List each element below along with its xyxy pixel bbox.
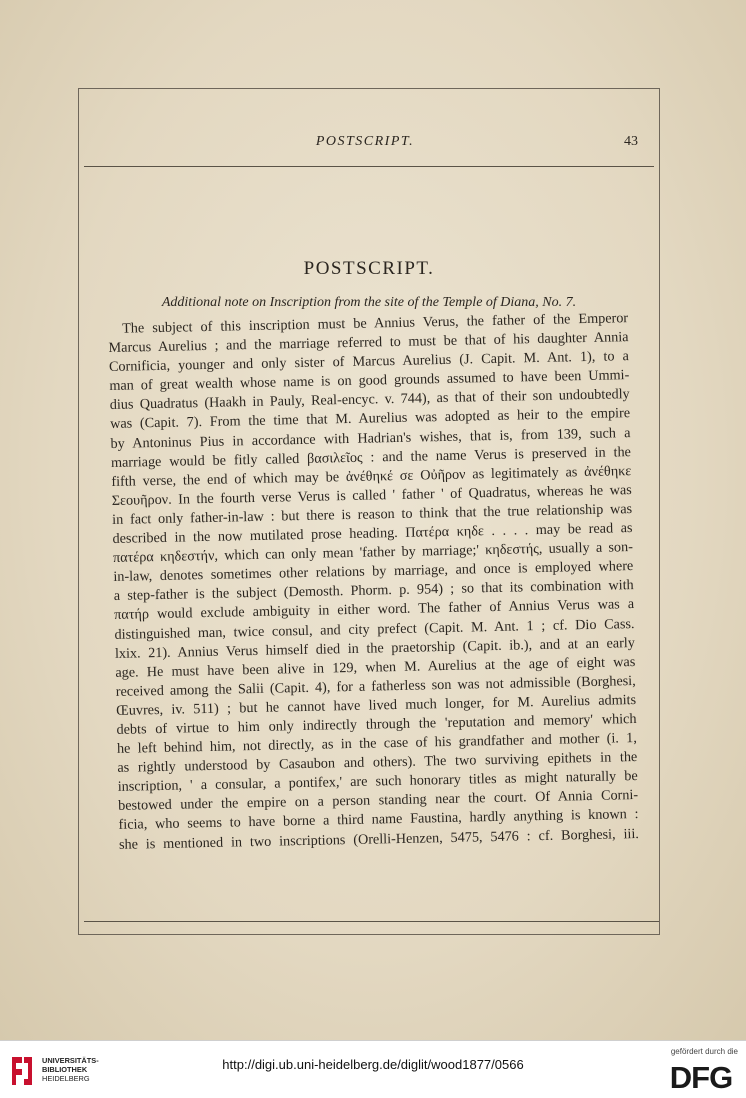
- section-heading: POSTSCRIPT.: [303, 258, 435, 279]
- funder-logo[interactable]: [658, 1047, 738, 1093]
- text-line: she is mentioned in two inscriptions (Orelli-Henzen, 5475, 5476 : cf. Borghesi, iii.: [118, 825, 640, 853]
- text-line: in fact only father-in-law : but there is reason to think that the true relationship was: [112, 501, 633, 528]
- text-line: πατέρα κηδεστήν, which can only mean 'father by marriage;' κηδεστής, usually a son-: [112, 539, 634, 567]
- running-head: [84, 134, 646, 154]
- text-line: ficia, who seems to have borne a third name Faustina, hardly anything is known :: [118, 806, 639, 834]
- text-line: age. He must have been alive in 129, when M. Aurelius at the age of eight was: [115, 653, 636, 681]
- body-paragraph: [108, 309, 639, 854]
- text-line: inscription, ' a consular, a pontifex,' are such honorary titles as might naturally be: [117, 768, 638, 796]
- text-line: debts of virtue to him only indirectly through the 'reputation and memory' which: [116, 710, 637, 738]
- text-line: by Antoninus Pius in accordance with Hadrian's wishes, that is, from 139, such a: [110, 424, 631, 452]
- text-line: dius Quadratus (Haakh in Pauly, Real-encyc. v. 744), as that of their son undoubtedly: [109, 386, 630, 414]
- library-name-line3: HEIDELBERG: [42, 1074, 90, 1083]
- section-subheading: Additional note on Inscription from the site of the Temple of Diana, No. 7.: [161, 295, 577, 310]
- text-line: received among the Salii (Capit. 4), for a fatherless son was not admissible (Borghesi,: [115, 672, 636, 700]
- text-line: marriage would be fitly called βασιλεῖος : and the name Verus is preserved in the: [110, 443, 632, 471]
- text-line: described in the now mutilated prose heading. Πατέρα κηδε . . . . may be read as: [112, 520, 633, 547]
- library-name-line1: UNIVERSITÄTS-: [42, 1056, 99, 1065]
- text-line: Œuvres, iv. 511) ; but he cannot have lived much longer, for M. Aurelius admits: [116, 691, 637, 719]
- text-line: man of great wealth whose name is on good grounds assumed to have been Ummi-: [109, 367, 630, 395]
- dfg-logo-text: DFG: [669, 1060, 733, 1092]
- permalink-url[interactable]: http://digi.ub.uni-heidelberg.de/diglit/wood1877/0566: [222, 1057, 524, 1072]
- text-line: lxix. 21). Annius Verus himself died in the praetorship (Capit. ib.), and at an early: [114, 634, 636, 662]
- running-title: POSTSCRIPT.: [315, 134, 415, 149]
- text-line: Cornificia, younger and only sister of Marcus Aurelius (J. Capit. M. Ant. 1), to a: [108, 348, 630, 376]
- text-line: a step-father is the subject (Demosth. Phorm. p. 954) ; so that its combination with: [113, 577, 634, 605]
- text-line: in-law, denotes sometimes other relations by marriage, and once is employed where: [113, 558, 634, 586]
- page-number: 43: [624, 134, 638, 149]
- library-name-line2: BIBLIOTHEK: [42, 1065, 88, 1074]
- text-line: as rightly understood by Casaubon and others). The two surviving epithets in the: [117, 749, 638, 777]
- footer-rule: [84, 921, 659, 922]
- text-line: he left behind him, not directly, as in the case of his grandfather and mother (i. 1,: [116, 730, 638, 757]
- dfg-logo-icon: [664, 1060, 738, 1092]
- text-line: fifth verse, the end of which may be ἀνέθηκέ σε Οὐῆρον as legitimately as ἀνέθηκε: [111, 462, 632, 490]
- text-line: was (Capit. 7). From the time that M. Aurelius was adopted as heir to the empire: [110, 405, 631, 433]
- text-line: Σεουῆρον. In the fourth verse Verus is called ' father ' of Quadratus, whereas he was: [111, 481, 632, 509]
- text-line: The subject of this inscription must be Annius Verus, the father of the Emperor: [122, 310, 629, 337]
- text-line: distinguished man, twice consul, and city prefect (Capit. M. Ant. 1 ; cf. Dio Cass.: [114, 615, 635, 643]
- funder-label: gefördert durch die: [670, 1047, 738, 1056]
- text-line: bestowed under the empire on a person standing near the court. Of Annia Corni-: [118, 787, 639, 815]
- text-line: Marcus Aurelius ; and the marriage referred to must be that of his daughter Annia: [108, 329, 629, 357]
- text-line: πατήρ would exclude ambiguity in either word. The father of Annius Verus was a: [114, 596, 635, 624]
- header-rule: [84, 166, 654, 167]
- viewer-footer: [0, 1040, 746, 1098]
